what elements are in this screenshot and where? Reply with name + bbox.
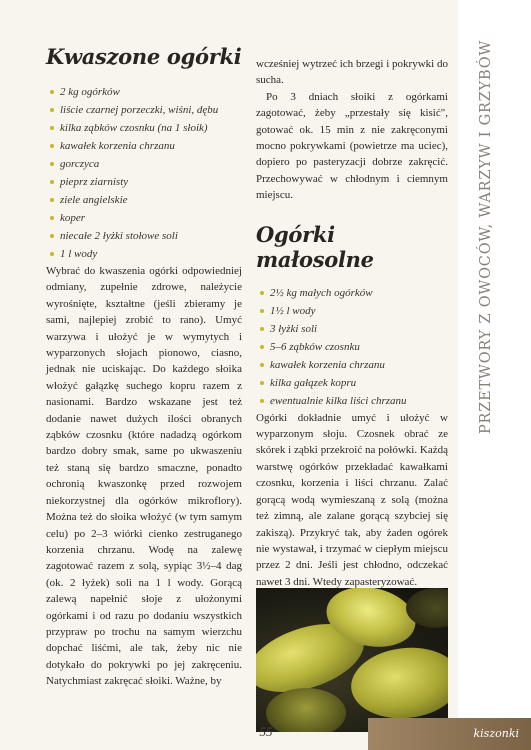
ingredient-item: 2 kg ogórków [60, 83, 242, 101]
ingredient-item: kilka ząbków czosnku (na 1 słoik) [60, 119, 242, 137]
ingredient-item: kawałek korzenia chrzanu [270, 356, 448, 374]
recipe-instructions: Wybrać do kwaszenia ogórki odpowiedniej odmiany, zupełnie zdrowe, należycie wyrośnięte, kształtne (jeśli zbieramy je sami, najlepiej zrobić to rano). Umyć warzywa i ułożyć je w wymytych i wyparzonych słojach pionowo, ciasno, jednak nie uciskając. Do każdego słoika włożyć gałązkę suchego kopru razem z nasionami. Bardzo wskazane jest też dodanie nawet dużych ilości obranych ząbków czosnku (które nadadzą ogórkom bardzo dobry smak, same po ukwaszeniu też staną się bardzo smaczne, ponadto ochronią kwaszonkę przed rozwojem niekorzystnej dla ogórków mikroflory). Można też do słoika włożyć (w tym samym celu) po 2–3 wiórki cienko zestruganego korzenia chrzanu. Wodę na zalewę zagotować razem z solą, sypiąc 3½–4 dag (ok. 2 łyżek) soli na 1 l wody. Gorącą zalewą napełnić słoje z ułożonymi ogórkami i od razu po dodaniu wszystkich przypraw po trochu na samym wierzchu dopchać liśćmi, ale tak, żeby nic nie dotykało do pokrywki po jej zakręceniu. Natychmiast zakręcać słoiki. Ważne, by [46, 265, 242, 688]
ingredient-item: koper [60, 209, 242, 227]
recipe-instructions-continued: wcześniej wytrzeć ich brzegi i pokrywki do sucha. [256, 58, 448, 87]
ingredient-list [256, 284, 448, 410]
ingredient-list [46, 83, 242, 263]
recipe-section [256, 222, 448, 590]
ingredient-item: 5–6 ząbków czosnku [270, 338, 448, 356]
ingredient-item: ewentualnie kilka liści chrzanu [270, 392, 448, 410]
ingredient-item: kawałek korzenia chrzanu [60, 137, 242, 155]
recipe-title: Kwaszone ogórki [46, 44, 242, 69]
ingredient-item: 1 l wody [60, 245, 242, 263]
ingredient-item: pieprz ziarnisty [60, 173, 242, 191]
ingredient-item: kilka gałązek kopru [270, 374, 448, 392]
left-column [46, 44, 242, 690]
recipe-instructions-paragraph: Po 3 dniach słoiki z ogórkami zagotować, żeby „przestały się kisić", gotować ok. 15 min z nie zakręconymi mocno pokrywkami (powietrze ma uciec), dopiero po pasteryzacji dobrze zakręcić. Przechowywać w chłodnym i ciemnym miejscu. [256, 90, 448, 202]
chapter-title-vertical: PRZETWORY Z OWOCÓW, WARZYW I GRZYBÓW [478, 40, 494, 435]
section-tab [368, 718, 531, 750]
ingredient-item: 2½ kg małych ogórków [270, 284, 448, 302]
ingredient-item: ziele angielskie [60, 191, 242, 209]
recipe-instructions: Ogórki dokładnie umyć i ułożyć w wyparzonym słoju. Czosnek obrać ze skórek i ząbki przekroić na połówki. Każdą warstwę ogórków przekładać kawałkami czosnku, korzenia i liści chrzanu. Zalać gorącą wodą wymieszaną z solą (można też zimną, ale zalane gorącą szybciej się zakiszą). Przykryć tak, aby żaden ogórek nie wystawał, i trzymać w ciepłym miejscu przez 2 dni. Jeśli jest chłodno, odczekać nawet 3 dni. Wtedy zapasteryzować. [256, 411, 448, 588]
page-number: 55 [259, 724, 273, 739]
recipe-title: Ogórki małosolne [256, 221, 374, 272]
ingredient-item: liście czarnej porzeczki, wiśni, dębu [60, 101, 242, 119]
ingredient-item: 1½ l wody [270, 302, 448, 320]
ingredient-item: 3 łyżki soli [270, 320, 448, 338]
section-tab-label: kiszonki [473, 727, 519, 740]
right-column [256, 56, 448, 590]
pickles-photo [256, 588, 448, 732]
ingredient-item: gorczyca [60, 155, 242, 173]
ingredient-item: niecałe 2 łyżki stołowe soli [60, 227, 242, 245]
